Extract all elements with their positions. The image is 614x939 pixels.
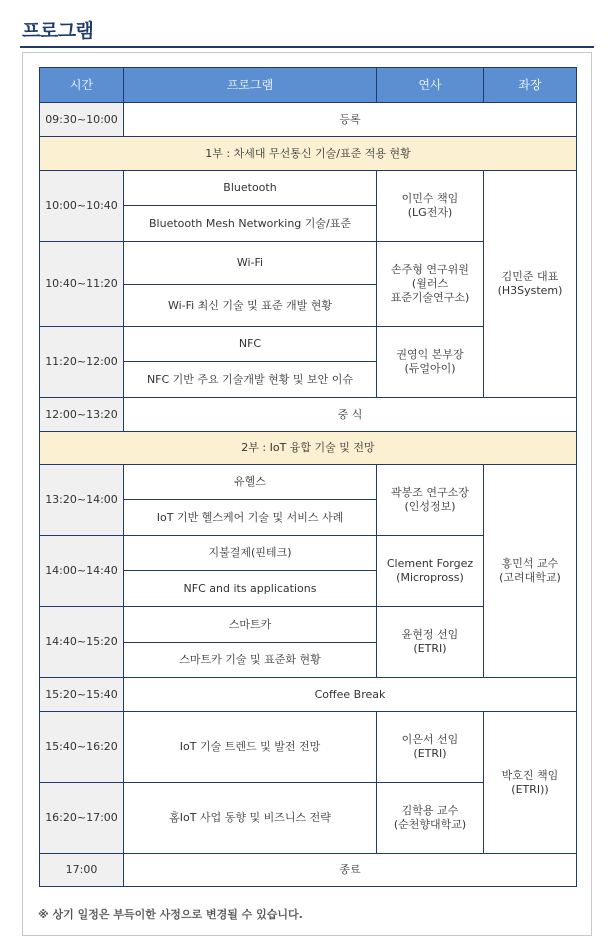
program-cell: Bluetooth [124,171,377,206]
program-schedule-table [39,67,577,887]
program-cell: NFC 기반 주요 기술개발 현황 및 보안 이슈 [124,362,377,398]
program-cell: 중 식 [124,398,577,432]
time-cell: 17:00 [40,854,124,887]
speaker-cell [377,607,484,678]
speaker-name: 김학용 교수 [401,804,459,817]
speaker-org: (순천향대학교) [393,818,467,831]
table-row [40,854,577,887]
speaker-org: (윌러스 [411,277,449,290]
program-cell: 등록 [124,103,577,137]
program-cell: 홈IoT 사업 동향 및 비즈니스 전략 [124,783,377,854]
page-title: 프로그램 [22,20,94,42]
section-title: 1부 : 차세대 무선통신 기술/표준 적용 현황 [40,137,577,171]
speaker-org: (Micropross) [396,571,464,584]
program-cell: Coffee Break [124,678,577,712]
time-cell: 14:40~15:20 [40,607,124,678]
table-header-row [40,68,577,103]
table-row [40,712,577,783]
time-cell: 10:00~10:40 [40,171,124,242]
section-title: 2부 : IoT 융합 기술 및 전망 [40,432,577,465]
chair-name: 김민준 대표 [501,270,559,283]
chair-org: (ETRI)) [511,782,549,796]
speaker-cell [377,242,484,327]
speaker-org: 표준기술연구소) [390,291,470,304]
speaker-cell [377,536,484,607]
speaker-name: Clement Forgez [386,557,474,570]
header-program: 프로그램 [124,68,377,103]
program-cell: Wi-Fi 최신 기술 및 표준 개발 현황 [124,285,377,327]
chair-cell [484,465,577,678]
time-cell: 15:40~16:20 [40,712,124,783]
chair-name: 박호진 책임 [501,768,559,782]
title-divider [20,46,594,48]
speaker-name: 윤현정 선임 [401,628,459,641]
program-cell: Bluetooth Mesh Networking 기술/표준 [124,206,377,242]
speaker-cell [377,171,484,242]
time-cell: 15:20~15:40 [40,678,124,712]
speaker-name: 권영익 본부장 [396,348,464,361]
chair-name: 홍민석 교수 [501,557,559,570]
speaker-org: (ETRI) [413,747,447,760]
speaker-cell [377,783,484,854]
chair-cell [484,171,577,398]
speaker-name: 이민수 책임 [401,192,459,205]
time-cell: 13:20~14:00 [40,465,124,536]
program-cell: NFC [124,327,377,362]
time-cell: 11:20~12:00 [40,327,124,398]
speaker-name: 이은서 선임 [401,733,459,746]
table-row [40,465,577,500]
program-cell: 스마트카 [124,607,377,643]
speaker-org: (인성정보) [404,500,456,513]
header-time: 시간 [40,68,124,103]
table-row [40,171,577,206]
table-row [40,398,577,432]
speaker-org: (LG전자) [407,206,453,219]
section-row [40,432,577,465]
time-cell: 14:00~14:40 [40,536,124,607]
program-cell: 유헬스 [124,465,377,500]
time-cell: 09:30~10:00 [40,103,124,137]
chair-org: (H3System) [497,284,563,297]
speaker-org: (ETRI) [413,642,447,655]
program-cell: IoT 기술 트렌드 및 발전 전망 [124,712,377,783]
speaker-org: (듀얼아이) [404,362,456,375]
program-cell: 지불결제(핀테크) [124,536,377,571]
program-cell: 스마트카 기술 및 표준화 현황 [124,643,377,678]
time-cell: 12:00~13:20 [40,398,124,432]
section-row [40,137,577,171]
time-cell: 10:40~11:20 [40,242,124,327]
speaker-cell [377,712,484,783]
speaker-name: 곽봉조 연구소장 [391,486,469,499]
header-speaker: 연사 [377,68,484,103]
speaker-cell [377,327,484,398]
program-cell: 종료 [124,854,577,887]
speaker-name: 손주형 연구위원 [391,263,469,276]
program-cell: NFC and its applications [124,571,377,607]
table-row [40,678,577,712]
speaker-cell [377,465,484,536]
program-cell: IoT 기반 헬스케어 기술 및 서비스 사례 [124,500,377,536]
schedule-change-note: ※ 상기 일정은 부득이한 사정으로 변경될 수 있습니다. [38,908,303,921]
chair-cell [484,712,577,854]
time-cell: 16:20~17:00 [40,783,124,854]
header-chair: 좌장 [484,68,577,103]
chair-org: (고려대학교) [499,571,561,584]
table-row [40,103,577,137]
program-cell: Wi-Fi [124,242,377,285]
